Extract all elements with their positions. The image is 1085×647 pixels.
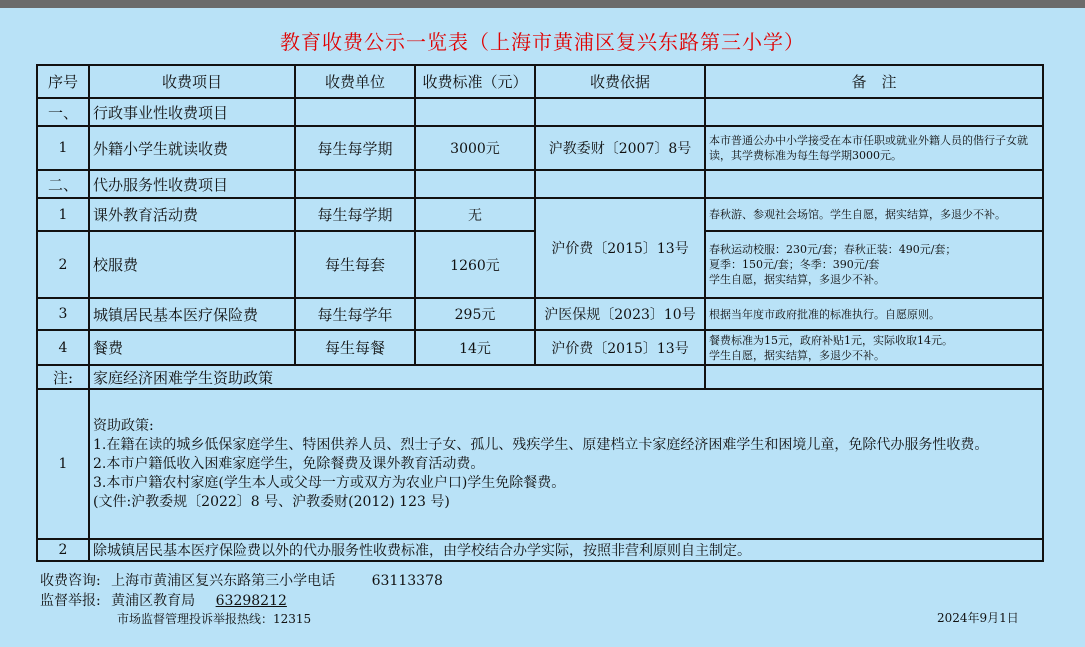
table-row [37, 198, 1043, 231]
footer-date: 2024年9月1日 [937, 611, 1019, 625]
row-standard: 1260元 [415, 231, 535, 298]
table-row [37, 126, 1043, 170]
page-title: 教育收费公示一览表（上海市黄浦区复兴东路第三小学） [280, 30, 805, 54]
row-standard: 无 [415, 198, 535, 231]
policy-line: 资助政策: [93, 417, 154, 434]
row-no: 2 [37, 231, 89, 298]
header-basis: 收费依据 [535, 65, 705, 98]
row-item: 外籍小学生就读收费 [89, 126, 295, 170]
note-line: 春秋运动校服：230元/套；春秋正装：490元/套； [709, 243, 957, 256]
row-note [705, 330, 1043, 365]
row-note: 春秋游、参观社会场馆。学生自愿，据实结算，多退少不补。 [705, 198, 1043, 231]
policy-line: (文件:沪教委规〔2022〕8 号、沪教委财(2012) 123 号) [93, 493, 450, 510]
fee-table [36, 64, 1044, 562]
row-no: 1 [37, 126, 89, 170]
section-no: 一、 [37, 98, 89, 126]
policy-line: 2.本市户籍低收入困难家庭学生，免除餐费及课外教育活动费。 [93, 455, 485, 472]
notes-title: 家庭经济困难学生资助政策 [89, 365, 705, 389]
header-note: 备 注 [705, 65, 1043, 98]
row-standard: 14元 [415, 330, 535, 365]
row-item: 课外教育活动费 [89, 198, 295, 231]
policy-text [89, 389, 1043, 539]
consult-phone: 63113378 [371, 573, 443, 589]
table-row [37, 298, 1043, 330]
header-standard: 收费标准（元） [415, 65, 535, 98]
header-unit: 收费单位 [295, 65, 415, 98]
row-basis: 沪教委财〔2007〕8号 [535, 126, 705, 170]
section-name: 行政事业性收费项目 [89, 98, 295, 126]
section-row [37, 98, 1043, 126]
row-no: 3 [37, 298, 89, 330]
section-name: 代办服务性收费项目 [89, 170, 295, 198]
section-no: 二、 [37, 170, 89, 198]
note2-text: 除城镇居民基本医疗保险费以外的代办服务性收费标准，由学校结合办学实际，按照非营利原则自主制定。 [89, 539, 1043, 561]
footer-hotline: 市场监督管理投诉举报热线：12315 [117, 612, 312, 626]
row-unit: 每生每套 [295, 231, 415, 298]
note2-row [37, 539, 1043, 561]
row-unit: 每生每学年 [295, 298, 415, 330]
row-standard: 3000元 [415, 126, 535, 170]
row-basis: 沪价费〔2015〕13号 [535, 330, 705, 365]
report-label: 监督举报: [40, 593, 101, 609]
section-row [37, 170, 1043, 198]
consult-label: 收费咨询: [40, 573, 101, 589]
footer-report [40, 590, 293, 610]
note-line: 学生自愿，据实结算，多退少不补。 [709, 348, 885, 362]
header-item: 收费项目 [89, 65, 295, 98]
row-no: 1 [37, 198, 89, 231]
row-item: 餐费 [89, 330, 295, 365]
consult-text: 上海市黄浦区复兴东路第三小学电话 [111, 573, 336, 589]
report-phone: 63298212 [215, 593, 287, 609]
note-line: 学生自愿，据实结算，多退少不补。 [709, 273, 885, 286]
row-standard: 295元 [415, 298, 535, 330]
policy-no: 1 [37, 389, 89, 539]
notes-label: 注: [37, 365, 89, 389]
policy-row [37, 389, 1043, 539]
notes-header-row [37, 365, 1043, 389]
policy-line: 1.在籍在读的城乡低保家庭学生、特困供养人员、烈士子女、孤儿、残疾学生、原建档立卡家庭经济困难学生和困境儿童，免除代办服务性收费。 [93, 436, 989, 453]
row-unit: 每生每学期 [295, 198, 415, 231]
top-bar [0, 0, 1085, 8]
row-basis-shared: 沪价费〔2015〕13号 [535, 198, 705, 298]
row-note: 根据当年度市政府批准的标准执行。自愿原则。 [705, 298, 1043, 330]
footer-consult [40, 570, 443, 590]
report-text: 黄浦区教育局 [111, 593, 196, 609]
header-no: 序号 [37, 65, 89, 98]
row-item: 城镇居民基本医疗保险费 [89, 298, 295, 330]
policy-line: 3.本市户籍农村家庭(学生本人或父母一方或双方为农业户口)学生免除餐费。 [93, 474, 566, 491]
row-note [705, 231, 1043, 298]
table-row [37, 330, 1043, 365]
row-unit: 每生每学期 [295, 126, 415, 170]
row-unit: 每生每餐 [295, 330, 415, 365]
row-item: 校服费 [89, 231, 295, 298]
note-line: 餐费标准为15元，政府补贴1元，实际收取14元。 [709, 333, 953, 347]
note2-no: 2 [37, 539, 89, 561]
header-row [37, 65, 1043, 98]
row-basis: 沪医保规〔2023〕10号 [535, 298, 705, 330]
note-line: 夏季：150元/套；冬季：390元/套 [709, 258, 880, 271]
row-note: 本市普通公办中小学接受在本市任职或就业外籍人员的偕行子女就读，其学费标准为每生每学期3000元。 [705, 126, 1043, 170]
row-no: 4 [37, 330, 89, 365]
